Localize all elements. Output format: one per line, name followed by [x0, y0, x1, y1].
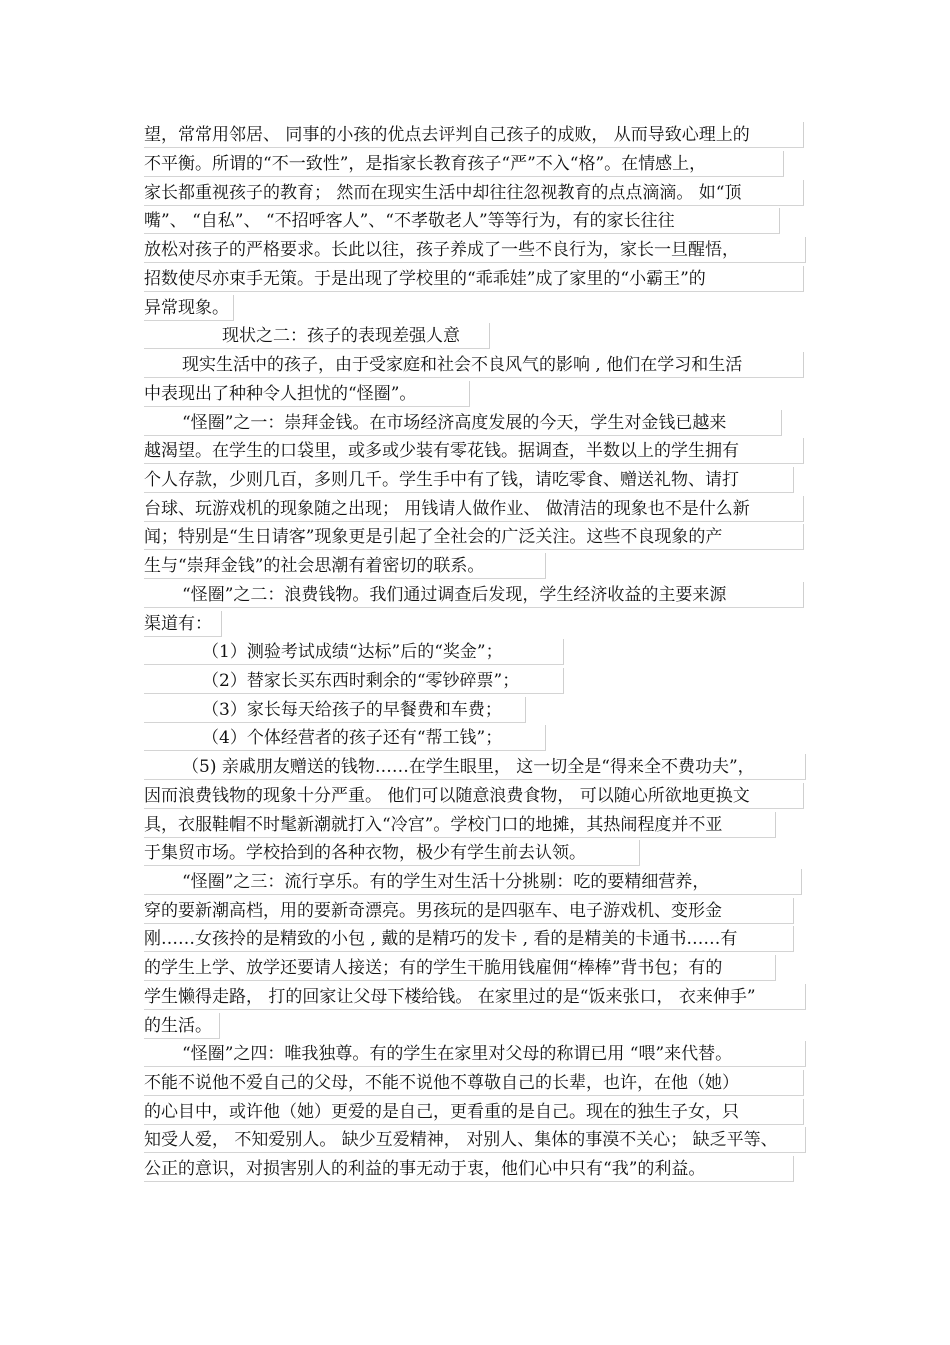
- list-item: （3）家长每天给孩子的早餐费和车费；: [144, 697, 526, 723]
- text-line: 嘴”、 “自私”、 “不招呼客人”、“不孝敬老人”等等行为，有的家长往往: [144, 208, 780, 234]
- text-line: 不能不说他不爱自己的父母，不能不说他不尊敬自己的长辈，也许，在他（她）: [144, 1070, 804, 1096]
- text-line: 具，衣服鞋帽不时髦新潮就打入“冷宫”。学校门口的地摊，其热闹程度并不亚: [144, 812, 776, 838]
- text-line: 闻；特别是“生日请客”现象更是引起了全社会的广泛关注。这些不良现象的产: [144, 524, 804, 550]
- text-line: 家长都重视孩子的教育； 然而在现实生活中却往往忽视教育的点点滴滴。 如“顶: [144, 180, 804, 206]
- text-line: 不平衡。所谓的“不一致性”，是指家长教育孩子“严”不入“格”。在情感上，: [144, 151, 784, 177]
- text-line: 的心目中，或许他（她）更爱的是自己，更看重的是自己。现在的独生子女，只: [144, 1099, 804, 1125]
- list-item: （4）个体经营者的孩子还有“帮工钱”；: [144, 725, 546, 751]
- list-item: （1）测验考试成绩“达标”后的“奖金”；: [144, 639, 564, 665]
- text-line: 因而浪费钱物的现象十分严重。 他们可以随意浪费食物， 可以随心所欲地更换文: [144, 783, 804, 809]
- list-item: （2）替家长买东西时剩余的“零钞碎票”；: [144, 668, 564, 694]
- text-line: 异常现象。: [144, 295, 234, 321]
- paragraph-heading: “怪圈”之三：流行享乐。有的学生对生活十分挑剔：吃的要精细营养，: [144, 869, 802, 895]
- text-line: 刚……女孩拎的是精致的小包 , 戴的是精巧的发卡 , 看的是精美的卡通书……有: [144, 926, 794, 952]
- text-line: 于集贸市场。学校拾到的各种衣物，极少有学生前去认领。: [144, 840, 640, 866]
- text-line: 越渴望。在学生的口袋里，或多或少装有零花钱。据调查，半数以上的学生拥有: [144, 438, 804, 464]
- paragraph-heading: “怪圈”之二：浪费钱物。我们通过调查后发现，学生经济收益的主要来源: [144, 582, 804, 608]
- text-line: 渠道有：: [144, 611, 222, 637]
- text-line: 现实生活中的孩子，由于受家庭和社会不良风气的影响 , 他们在学习和生活: [144, 352, 804, 378]
- section-heading: 现状之二：孩子的表现差强人意: [144, 323, 490, 349]
- text-line: 学生懒得走路， 打的回家让父母下楼给钱。 在家里过的是“饭来张口， 衣来伸手”: [144, 984, 806, 1010]
- text-line: 招数使尽亦束手无策。于是出现了学校里的“乖乖娃”成了家里的“小霸王”的: [144, 266, 804, 292]
- text-line: 生与“崇拜金钱”的社会思潮有着密切的联系。: [144, 553, 546, 579]
- list-item: （5) 亲戚朋友赠送的钱物……在学生眼里， 这一切全是“得来全不费功夫”，: [144, 754, 806, 780]
- text-line: 的生活。: [144, 1013, 220, 1039]
- paragraph-heading: “怪圈”之一：崇拜金钱。在市场经济高度发展的今天，学生对金钱已越来: [144, 410, 782, 436]
- text-line: 的学生上学、放学还要请人接送；有的学生干脆用钱雇佣“棒棒”背书包；有的: [144, 955, 776, 981]
- text-line: 知受人爱， 不知爱别人。 缺少互爱精神， 对别人、集体的事漠不关心； 缺乏平等、: [144, 1127, 806, 1153]
- text-line: 台球、玩游戏机的现象随之出现； 用钱请人做作业、 做清洁的现象也不是什么新: [144, 496, 804, 522]
- text-line: 个人存款，少则几百，多则几千。学生手中有了钱，请吃零食、赠送礼物、请打: [144, 467, 794, 493]
- paragraph-heading: “怪圈”之四：唯我独尊。有的学生在家里对父母的称谓已用 “喂”来代替。: [144, 1041, 806, 1067]
- text-line: 望，常常用邻居、 同事的小孩的优点去评判自己孩子的成败， 从而导致心理上的: [144, 122, 804, 148]
- text-line: 放松对孩子的严格要求。长此以往，孩子养成了一些不良行为，家长一旦醒悟，: [144, 237, 806, 263]
- text-line: 公正的意识，对损害别人的利益的事无动于衷，他们心中只有“我”的利益。: [144, 1156, 794, 1182]
- text-line: 中表现出了种种令人担忧的“怪圈”。: [144, 381, 470, 407]
- text-line: 穿的要新潮高档，用的要新奇漂亮。男孩玩的是四驱车、电子游戏机、变形金: [144, 898, 794, 924]
